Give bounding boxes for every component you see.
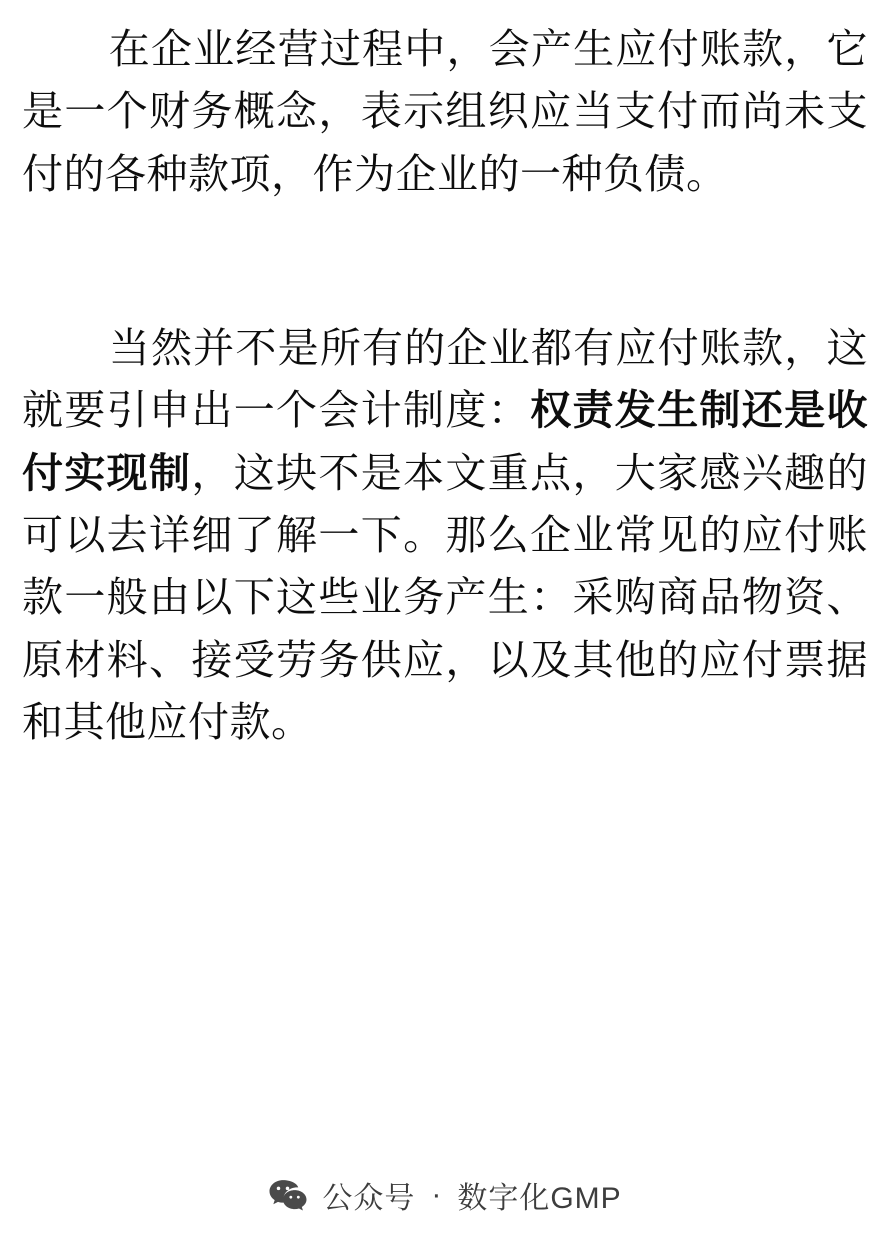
footer-account-label: 公众号 xyxy=(322,1182,416,1215)
paragraph-2-text-tail: ，这块不是本文重点，大家感兴趣的可以去详细了解一下。那么企业常见的应付账款一般由以下这些业务产生：采购商品物资、原材料、接受劳务供应，以及其他的应付票据和其他应付款。 xyxy=(22,449,869,745)
paragraph-2-text-emphasis: 权责发生制还是收付实现制 xyxy=(22,387,869,496)
paragraph-1 xyxy=(22,18,868,205)
paragraph-2-text-lead: 当然并不是所有的企业都有应付账款，这就要引申出一个会计制度： xyxy=(22,324,868,434)
footer-separator: · xyxy=(431,1178,442,1211)
paragraph-2 xyxy=(22,317,868,753)
paragraph-spacer xyxy=(22,205,868,317)
footer-account-name: 数字化GMP xyxy=(457,1182,622,1215)
wechat-icon xyxy=(268,1178,308,1212)
footer-attribution xyxy=(0,1145,890,1245)
paragraph-1-text: 在企业经营过程中，会产生应付账款，它是一个财务概念，表示组织应当支付而尚未支付的各种款项，作为企业的一种负债。 xyxy=(22,26,868,197)
